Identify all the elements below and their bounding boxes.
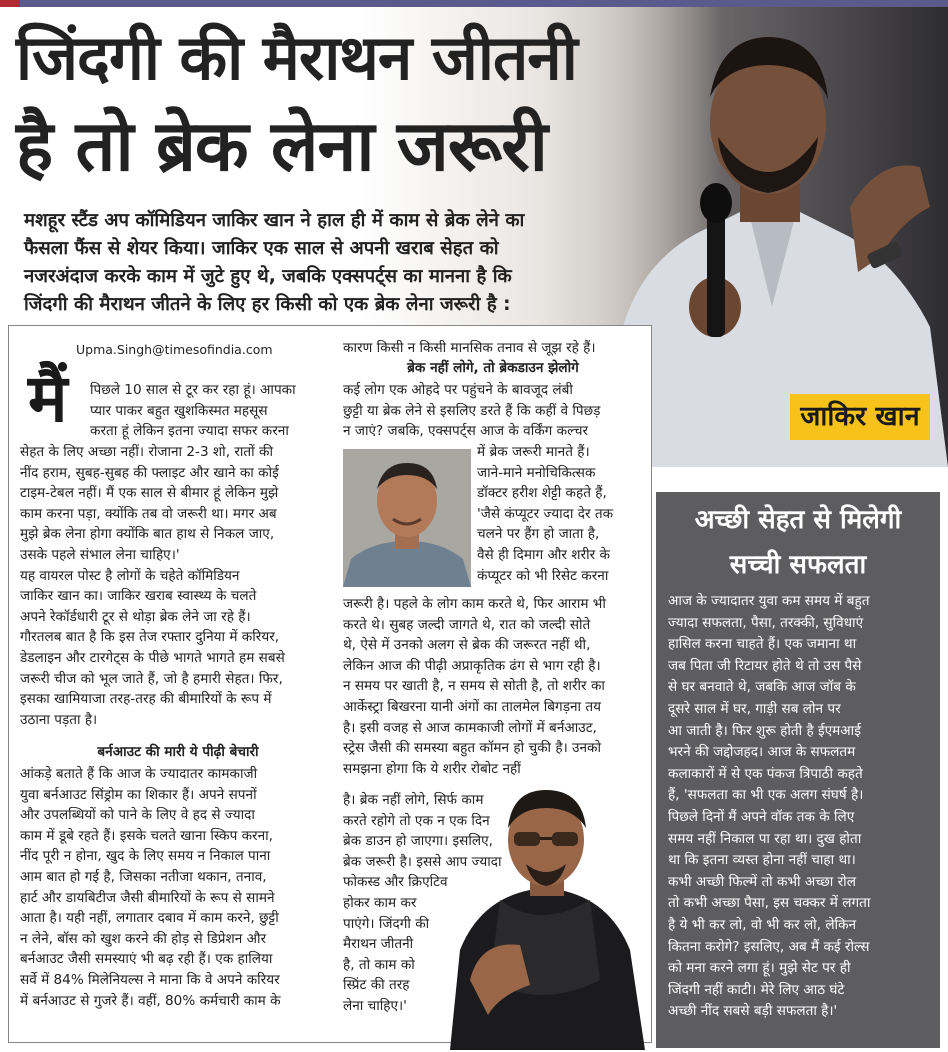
text-line: टाइम-टेबल नहीं। मैं एक साल से बीमार हूं लेकिन मुझे [20,485,279,502]
column-1-subhead: बर्नआउट की मारी ये पीढ़ी बेचारी [97,744,259,760]
text-line: है, तो काम को [343,956,415,973]
text-line: करता हूं लेकिन इतना ज्यादा सफर करना [90,423,289,440]
text-line: ब्रेक जरूरी है। इससे आप ज्यादा [343,853,502,870]
panel-title-line-1: अच्छी सेहत से मिलेगी [694,505,902,535]
text-line: में ब्रेक जरूरी मानते हैं। [477,444,590,460]
text-line: प्यार पाकर बहुत खुशकिस्मत महसूस [90,402,268,419]
doctor-harish-shetty-photo [343,449,471,587]
text-line: जाकिर खान का। जाकिर खराब स्वास्थ्य के चलते [20,588,257,605]
text-line: छुट्टी या ब्रेक लेने से इसलिए डरते हैं कि कहीं वे पिछड़ [343,402,601,419]
panel-line: कलाकारों में से एक पंकज त्रिपाठी कहते [668,765,863,782]
panel-title-line-2: सच्ची सफलता [729,550,867,580]
intro-line: नजरअंदाज करके काम में जुटे हुए थे, जबकि एक्सपर्ट्स का मानना है कि [24,266,512,287]
text-line: न जाएं? जबकि, एक्सपर्ट्स आज के वर्किंग कल्चर [343,423,589,440]
text-line: इसका खामियाजा तरह-तरह की बीमारियों के रूप में [20,691,272,708]
panel-line: था कि इतना व्यस्त होना नहीं चाहा था। [668,852,856,869]
text-line: है। इसी वजह से आज कामकाजी लोगों में बर्नआउट, [343,719,597,736]
intro-line: जिंदगी की मैराथन जीतने के लिए हर किसी को एक ब्रेक लेना जरूरी है : [24,294,511,315]
intro-line: फैसला फैंस से शेयर किया। जाकिर एक साल से अपनी खराब सेहत को [24,238,499,259]
text-line: मैराथन जीतनी [343,936,414,953]
text-line: उठाना पड़ता है। [20,711,98,728]
panel-line: पिछले दिनों मैं अपने वॉक तक के लिए [668,808,855,825]
text-line: जरूरी चीज को भूल जाते हैं, जो है हमारी सेहत। फिर, [20,670,283,687]
text-line: वैसे ही दिमाग और शरीर के [477,546,610,563]
intro-line: मशहूर स्टैंड अप कॉमिडियन जाकिर खान ने हाल ही में काम से ब्रेक लेने का [24,210,525,231]
panel-line: हासिल करना चाहते हैं। एक जमाना था [668,636,857,653]
panel-line: हैं, 'सफलता का भी एक अलग संघर्ष है। [668,787,864,804]
panel-line: जब पिता जी रिटायर होते थे तो उस पैसे [668,657,862,674]
text-line: सेहत के लिए अच्छा नहीं। रोजाना 2-3 शो, रातों की [20,444,273,460]
text-line: बर्नआउट जैसी समस्याएं भी बढ़ रही हैं। एक हालिया [20,951,273,968]
byline: Upma.Singh@timesofindia.com [76,342,273,357]
name-tag: जाकिर खान [790,394,930,440]
column-2-body-b [343,594,606,779]
text-line: गौरतलब बात है कि इस तेज रफ्तार दुनिया में करियर, [20,629,280,646]
text-line: करते रहोगे तो एक न एक दिन [343,812,490,829]
column-1-body-b [20,764,281,1011]
headline-line-2: है तो ब्रेक लेना जरूरी [16,105,547,187]
text-line: नींद पूरी न होना, खुद के लिए समय न निकाल पाना [20,848,271,865]
top-red-accent [0,0,20,7]
headline-line-1: जिंदगी की मैराथन जीतनी [16,21,577,94]
text-line: जाने-माने मनोचिकित्सक [477,464,596,481]
text-line: आम बात हो गई है, जिसका नतीजा थकान, तनाव, [20,868,267,885]
text-line: कंप्यूटर को भी रिसेट करना [477,567,609,584]
text-line: कारण किसी न किसी मानसिक तनाव से जूझ रहे हैं। [343,340,596,356]
text-line: सर्वे में 84% मिलेनियल्स ने माना कि वे अपने करियर [20,971,280,988]
text-line: थे, ऐसे में उनको अलग से ब्रेक की जरूरत नहीं थी, [343,637,591,654]
text-line: स्प्रिंट की तरह [343,977,410,994]
column-2-top-line [343,338,596,359]
text-line: पाएंगे। जिंदगी की [343,915,430,932]
text-line: हार्ट और डायबिटीज जैसी बीमारियों के रूप से सामने [20,889,275,906]
text-line: फोकस्ड और क्रिएटिव [343,874,448,891]
text-line: डॉक्टर हरीश शेट्टी कहते हैं, [477,485,607,502]
text-line: होकर काम कर [343,894,417,911]
pankaj-tripathi-photo [440,780,652,1050]
text-line: कई लोग एक ओहदे पर पहुंचने के बावजूद लंबी [343,382,573,398]
text-line: लेना चाहिए।' [343,997,407,1014]
text-line: न लेने, बॉस को खुश करने की होड़ से डिप्रेशन और [20,930,267,947]
panel-line: ज्यादा सफलता, पैसा, तरक्की, सुविधाएं [668,614,864,631]
text-line: डेडलाइन और टारगेट्स के पीछे भागते भागते हम सबसे [20,649,285,666]
text-line: नींद हराम, सुबह-सुबह की फ्लाइट और खाने का कोई [20,464,279,481]
panel-line: है ये भी कर लो, वो भी कर लो, लेकिन [668,916,857,933]
text-line: यह वायरल पोस्ट है लोगों के चहेते कॉमिडियन [20,567,240,584]
text-line: अपने रेकॉर्डधारी टूर से थोड़ा ब्रेक लेने जा रहे हैं। [20,608,251,625]
column-2-body-a [343,380,600,442]
text-line: पिछले 10 साल से टूर कर रहा हूं। आपका [90,382,296,398]
panel-line: दूसरे साल में घर, गाड़ी सब लोन पर [668,700,841,717]
panel-line: अच्छी नींद सबसे बड़ी सफलता है।' [668,1003,838,1020]
panel-line: को मना करने लगा हूं। मुझे सेट पर ही [668,960,851,977]
text-line: स्ट्रेस जैसी की समस्या बहुत कॉमन हो चुकी है। उनको [343,740,602,757]
text-line: लेकिन आज की पीढ़ी अप्राकृतिक ढंग से भाग रही है। [343,657,601,674]
text-line: समझना होगा कि ये शरीर रोबोट नहीं [343,760,521,777]
panel-line: जिंदगी नहीं काटी। मेरे लिए आठ घंटे [668,981,845,998]
intro-paragraph [24,207,624,319]
text-line: काम में डूबे रहते हैं। इसके चलते खाना स्किप करना, [20,827,274,844]
top-color-bar [0,0,948,7]
panel-line: आज के ज्यादातर युवा कम समय में बहुत [668,593,870,609]
text-line: आर्केस्ट्रा बिखरना यानी अंगों का तालमेल बिगड़ना तय [343,698,601,715]
text-line: आंकड़े बताते हैं कि आज के ज्यादातर कामकाजी [20,766,258,782]
dropcap: मैं [28,360,68,437]
text-line: है। ब्रेक नहीं लोगे, सिर्फ काम [343,792,484,808]
panel-line: कभी अच्छी फिल्में तो कभी अच्छा रोल [668,873,856,890]
text-line: मुझे ब्रेक लेना होगा क्योंकि बात हाथ से निकल जाए, [20,526,275,543]
panel-line: भरने की जद्दोजहद। आज के सफलतम [668,744,856,761]
column-1-body-a [20,442,285,730]
text-line: में बर्नआउट से गुजरे हैं। वहीं, 80% कर्मचारी काम के [20,992,281,1009]
text-line: और उपलब्धियों को पाने के लिए वे हद से ज्यादा [20,807,255,824]
text-line: चलने पर हैंग हो जाता है, [477,526,600,543]
text-line: करते थे। सुबह जल्दी जागते थे, रात को जल्दी सोते [343,616,591,633]
text-line: काम करना पड़ा, क्योंकि तब वो जरूरी था। मगर अब [20,505,277,522]
text-line: आता है। यही नहीं, लगातार दबाव में काम करने, छुट्टी [20,910,279,927]
text-line: जरूरी है। पहले के लोग काम करते थे, फिर आराम भी [343,596,606,612]
column-1-dropcap-lines [90,380,296,442]
panel-line: आ जाती है। फिर शुरू होती है ईएमआई [668,722,861,739]
text-line: उसके पहले संभाल लेना चाहिए।' [20,546,180,563]
panel-line: से घर बनवाते थे, जबकि आज जॉब के [668,679,856,696]
panel-line: कितना करोगे? इसलिए, अब मैं कई रोल्स [668,938,870,955]
text-line: 'जैसे कंप्यूटर ज्यादा देर तक [477,505,614,522]
panel-line: तो कभी अच्छा पैसा, इस चक्कर में लगता [668,895,871,912]
column-2-body-beside-photo [477,442,613,586]
column-2-subhead: ब्रेक नहीं लोगे, तो ब्रेकडाउन झेलोगे [407,360,579,376]
text-line: न समय पर खाती है, न समय से सोती है, तो शरीर का [343,678,605,695]
panel-line: समय नहीं निकाल पा रहा था। दुख होता [668,830,862,847]
text-line: ब्रेक डाउन हो जाएगा। इसलिए, [343,833,493,850]
panel-body [668,591,936,1023]
text-line: युवा बर्नआउट सिंड्रोम का शिकार हैं। अपने सपनों [20,786,257,803]
